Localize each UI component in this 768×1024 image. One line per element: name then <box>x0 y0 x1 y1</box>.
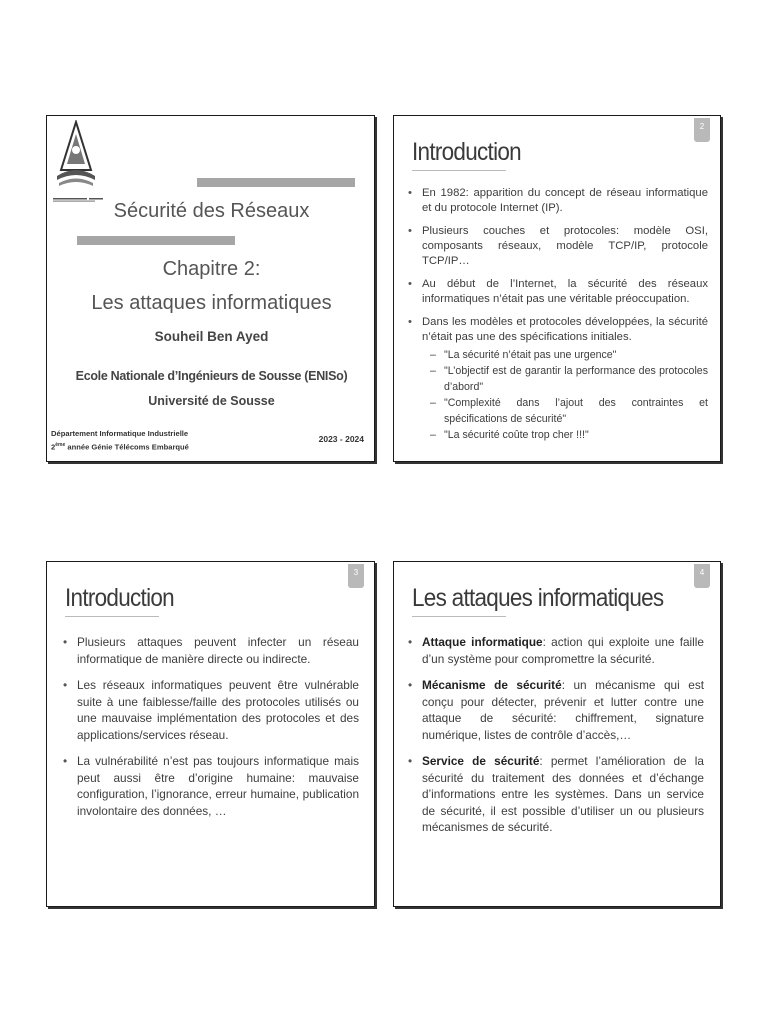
slide-number: 4 <box>694 564 710 588</box>
bottom-decor-bar <box>77 236 235 245</box>
bullet-item: • Plusieurs attaques peuvent infecter un réseau informatique de manière directe ou indirecte. <box>63 634 359 667</box>
bullet-item: • Au début de l’Internet, la sécurité des réseaux informatiques n’était pas une véritable préoccupation. <box>408 277 708 307</box>
department-label: Département Informatique Industrielle <box>51 429 189 438</box>
year-number: 2 <box>51 442 56 452</box>
bullet-item <box>408 315 708 443</box>
sub-bullet-item: – "La sécurité coûte trop cher !!!" <box>422 427 708 443</box>
sub-bullet-item: – "Complexité dans l’ajout des contraintes et spécifications de sécurité" <box>422 395 708 427</box>
slide-title: Les attaques informatiques <box>412 584 664 612</box>
university-name: Université de Sousse <box>148 394 275 408</box>
course-title: Sécurité des Réseaux <box>113 200 310 222</box>
chapter-title: Les attaques informatiques <box>91 292 332 314</box>
definition-item <box>408 677 704 743</box>
definition-item <box>408 634 704 667</box>
chapter-label: Chapitre 2: <box>162 258 261 280</box>
year-suffix: ème <box>55 442 66 448</box>
definition-text: : permet l’amélioration de la sécurité du traitement des données et d’échange d’informations entre les systèmes. Dans un service de sécurité, il est possible d’utiliser un ou plusieurs mécanismes de sécurité. <box>422 754 704 834</box>
slide-number: 3 <box>348 564 364 588</box>
program-name: année Génie Télécoms Embarqué <box>65 442 189 452</box>
sub-bullet-list <box>422 347 708 443</box>
definition-text: : un mécanisme qui est conçu pour détecter, prévenir et lutter contre une attaque de sécurité: chiffrement, signature numérique, listes de contrôle d’accès,… <box>422 678 704 742</box>
author-name: Souheil Ben Ayed <box>154 329 269 344</box>
bullet-item: • En 1982: apparition du concept de réseau informatique et du protocole Internet (IP). <box>408 186 708 216</box>
sub-bullet-item: – "L’objectif est de garantir la performance des protocoles d’abord" <box>422 363 708 395</box>
academic-year: 2023 - 2024 <box>318 434 364 444</box>
slide-title: Introduction <box>412 138 521 166</box>
definition-item <box>408 753 704 836</box>
sub-bullet-item: – "La sécurité n’était pas une urgence" <box>422 347 708 363</box>
bullet-list <box>408 186 708 443</box>
program-label <box>51 442 189 452</box>
eniso-logo <box>55 120 97 190</box>
slide-title-page <box>46 115 375 462</box>
title-underline <box>412 170 506 171</box>
definition-term: Mécanisme de sécurité <box>422 678 562 692</box>
bullet-text: Dans les modèles et protocoles développées, la sécurité n’était pas une des spécifications initiales. <box>422 316 708 343</box>
school-name: Ecole Nationale d’Ingénieurs de Sousse (ENISo) <box>75 369 348 383</box>
slide-introduction-1 <box>393 115 721 462</box>
definition-term: Service de sécurité <box>422 754 540 768</box>
top-decor-bar <box>197 178 355 187</box>
definition-term: Attaque informatique <box>422 635 543 649</box>
title-underline <box>412 616 506 617</box>
slide-title: Introduction <box>65 584 174 612</box>
slide-number: 2 <box>694 118 710 142</box>
slide-attaques-informatiques <box>393 561 721 907</box>
bullet-item: • Plusieurs couches et protocoles: modèle OSI, composants réseaux, modèle TCP/IP, protocole TCP/IP… <box>408 224 708 269</box>
bullet-item: • La vulnérabilité n’est pas toujours informatique mais peut aussi être d’origine humaine: mauvaise configuration, l’ignorance, erreur humaine, publication involontaire des données, … <box>63 753 359 819</box>
bullet-item: • Les réseaux informatiques peuvent être vulnérable suite à une faiblesse/faille des protocoles utilisés ou une mauvaise implémentation des protocoles et des applications/services réseau. <box>63 677 359 743</box>
slide-introduction-2 <box>46 561 375 907</box>
bullet-list <box>63 634 359 819</box>
definition-list <box>408 634 704 836</box>
definition-text: : action qui exploite une faille d’un système pour compromettre la sécurité. <box>422 635 704 666</box>
title-underline <box>65 616 159 617</box>
